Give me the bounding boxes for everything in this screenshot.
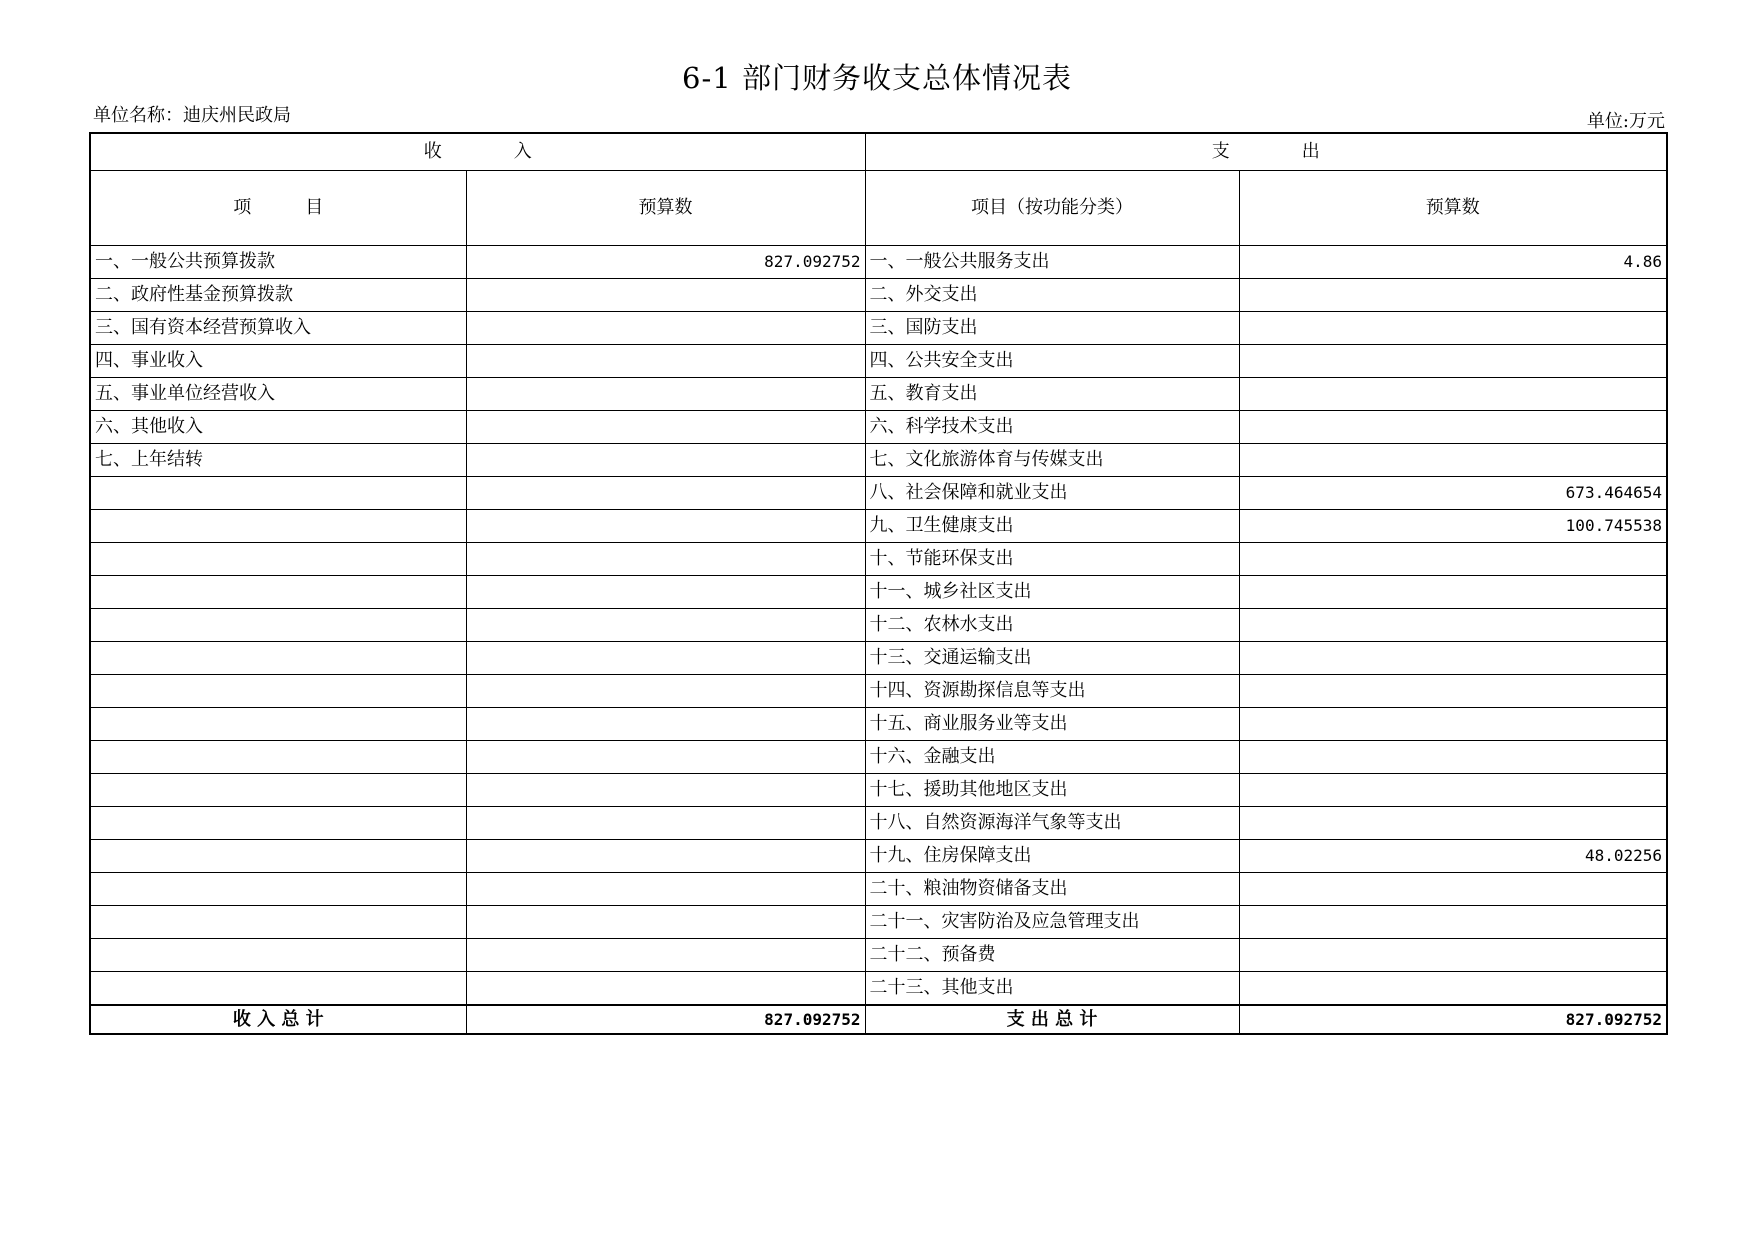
table-row — [90, 312, 1667, 345]
table-row — [90, 378, 1667, 411]
table-row — [90, 444, 1667, 477]
income-value-cell — [466, 510, 865, 543]
table-row — [90, 279, 1667, 312]
unit-name-label: 单位名称：迪庆州民政局 — [93, 105, 291, 126]
table-row — [90, 345, 1667, 378]
table-row — [90, 873, 1667, 906]
income-item-cell — [90, 741, 466, 774]
income-item-cell — [90, 708, 466, 741]
table-row — [90, 840, 1667, 873]
table-row — [90, 642, 1667, 675]
income-value-cell: 827.092752 — [466, 246, 865, 279]
income-value-cell — [466, 939, 865, 972]
income-item-cell — [90, 807, 466, 840]
expense-value-cell — [1239, 279, 1667, 312]
income-value-cell — [466, 444, 865, 477]
table-row — [90, 774, 1667, 807]
expense-value-cell — [1239, 345, 1667, 378]
income-total-value: 827.092752 — [466, 1005, 865, 1034]
expense-value-cell — [1239, 609, 1667, 642]
expense-item-cell: 二十二、预备费 — [865, 939, 1239, 972]
income-value-cell — [466, 312, 865, 345]
expense-item-cell: 十一、城乡社区支出 — [865, 576, 1239, 609]
expense-item-cell: 二、外交支出 — [865, 279, 1239, 312]
expense-item-cell: 十五、商业服务业等支出 — [865, 708, 1239, 741]
expense-value-cell — [1239, 411, 1667, 444]
income-value-cell — [466, 642, 865, 675]
expense-item-header: 项目（按功能分类） — [865, 171, 1239, 246]
table-row — [90, 807, 1667, 840]
income-value-cell — [466, 840, 865, 873]
expense-total-label: 支 出 总 计 — [865, 1005, 1239, 1034]
expense-item-cell: 十二、农林水支出 — [865, 609, 1239, 642]
table-row — [90, 741, 1667, 774]
income-item-cell — [90, 543, 466, 576]
expense-value-cell — [1239, 708, 1667, 741]
income-value-cell — [466, 675, 865, 708]
expense-value-cell — [1239, 972, 1667, 1006]
table-row — [90, 972, 1667, 1006]
income-value-cell — [466, 477, 865, 510]
income-item-cell — [90, 873, 466, 906]
income-value-cell — [466, 774, 865, 807]
income-value-cell — [466, 609, 865, 642]
table-row — [90, 939, 1667, 972]
budget-table — [89, 132, 1668, 1035]
income-value-cell — [466, 411, 865, 444]
table-row — [90, 246, 1667, 279]
expense-value-cell: 4.86 — [1239, 246, 1667, 279]
expense-value-cell — [1239, 774, 1667, 807]
income-section-header: 收 入 — [90, 133, 865, 171]
income-item-cell — [90, 840, 466, 873]
table-row — [90, 510, 1667, 543]
table-row — [90, 477, 1667, 510]
income-item-cell: 七、上年结转 — [90, 444, 466, 477]
expense-item-cell: 二十、粮油物资储备支出 — [865, 873, 1239, 906]
expense-item-cell: 八、社会保障和就业支出 — [865, 477, 1239, 510]
expense-item-cell: 十、节能环保支出 — [865, 543, 1239, 576]
income-item-cell — [90, 477, 466, 510]
income-item-cell: 五、事业单位经营收入 — [90, 378, 466, 411]
expense-item-cell: 六、科学技术支出 — [865, 411, 1239, 444]
expense-item-cell: 二十三、其他支出 — [865, 972, 1239, 1006]
expense-item-cell: 七、文化旅游体育与传媒支出 — [865, 444, 1239, 477]
income-item-cell — [90, 510, 466, 543]
income-total-label: 收 入 总 计 — [90, 1005, 466, 1034]
page-title: 6-1 部门财务收支总体情况表 — [682, 61, 1072, 95]
expense-value-cell — [1239, 642, 1667, 675]
expense-value-cell — [1239, 312, 1667, 345]
income-value-cell — [466, 741, 865, 774]
expense-item-cell: 二十一、灾害防治及应急管理支出 — [865, 906, 1239, 939]
income-value-cell — [466, 279, 865, 312]
income-item-cell: 一、一般公共预算拨款 — [90, 246, 466, 279]
income-item-cell — [90, 939, 466, 972]
income-value-cell — [466, 972, 865, 1006]
expense-item-cell: 十四、资源勘探信息等支出 — [865, 675, 1239, 708]
expense-value-cell — [1239, 939, 1667, 972]
column-header-row — [90, 171, 1667, 246]
expense-value-cell: 100.745538 — [1239, 510, 1667, 543]
expense-value-cell — [1239, 906, 1667, 939]
expense-item-cell: 十六、金融支出 — [865, 741, 1239, 774]
table-row — [90, 576, 1667, 609]
income-value-cell — [466, 906, 865, 939]
expense-budget-header: 预算数 — [1239, 171, 1667, 246]
expense-value-cell — [1239, 741, 1667, 774]
expense-item-cell: 三、国防支出 — [865, 312, 1239, 345]
income-item-cell: 二、政府性基金预算拨款 — [90, 279, 466, 312]
income-value-cell — [466, 873, 865, 906]
income-value-cell — [466, 708, 865, 741]
table-row — [90, 543, 1667, 576]
expense-value-cell: 48.02256 — [1239, 840, 1667, 873]
income-value-cell — [466, 807, 865, 840]
income-item-cell — [90, 906, 466, 939]
income-value-cell — [466, 378, 865, 411]
income-item-cell — [90, 774, 466, 807]
income-item-cell: 四、事业收入 — [90, 345, 466, 378]
income-value-cell — [466, 543, 865, 576]
table-row — [90, 708, 1667, 741]
income-value-cell — [466, 576, 865, 609]
expense-total-value: 827.092752 — [1239, 1005, 1667, 1034]
expense-value-cell — [1239, 543, 1667, 576]
table-row — [90, 609, 1667, 642]
expense-value-cell: 673.464654 — [1239, 477, 1667, 510]
currency-unit-label: 单位:万元 — [1586, 111, 1665, 132]
expense-item-cell: 十七、援助其他地区支出 — [865, 774, 1239, 807]
income-item-header: 项 目 — [90, 171, 466, 246]
expense-item-cell: 十三、交通运输支出 — [865, 642, 1239, 675]
income-value-cell — [466, 345, 865, 378]
income-item-cell — [90, 576, 466, 609]
expense-item-cell: 九、卫生健康支出 — [865, 510, 1239, 543]
expense-value-cell — [1239, 378, 1667, 411]
expense-value-cell — [1239, 675, 1667, 708]
expense-item-cell: 五、教育支出 — [865, 378, 1239, 411]
totals-row — [90, 1005, 1667, 1034]
expense-value-cell — [1239, 807, 1667, 840]
income-item-cell — [90, 642, 466, 675]
table-row — [90, 675, 1667, 708]
expense-item-cell: 四、公共安全支出 — [865, 345, 1239, 378]
income-item-cell — [90, 675, 466, 708]
table-row — [90, 906, 1667, 939]
income-budget-header: 预算数 — [466, 171, 865, 246]
income-item-cell: 三、国有资本经营预算收入 — [90, 312, 466, 345]
expense-value-cell — [1239, 576, 1667, 609]
expense-section-header: 支 出 — [865, 133, 1667, 171]
income-item-cell: 六、其他收入 — [90, 411, 466, 444]
expense-value-cell — [1239, 444, 1667, 477]
expense-item-cell: 十九、住房保障支出 — [865, 840, 1239, 873]
income-item-cell — [90, 972, 466, 1006]
section-header-row — [90, 133, 1667, 171]
table-row — [90, 411, 1667, 444]
expense-item-cell: 十八、自然资源海洋气象等支出 — [865, 807, 1239, 840]
expense-item-cell: 一、一般公共服务支出 — [865, 246, 1239, 279]
income-item-cell — [90, 609, 466, 642]
expense-value-cell — [1239, 873, 1667, 906]
